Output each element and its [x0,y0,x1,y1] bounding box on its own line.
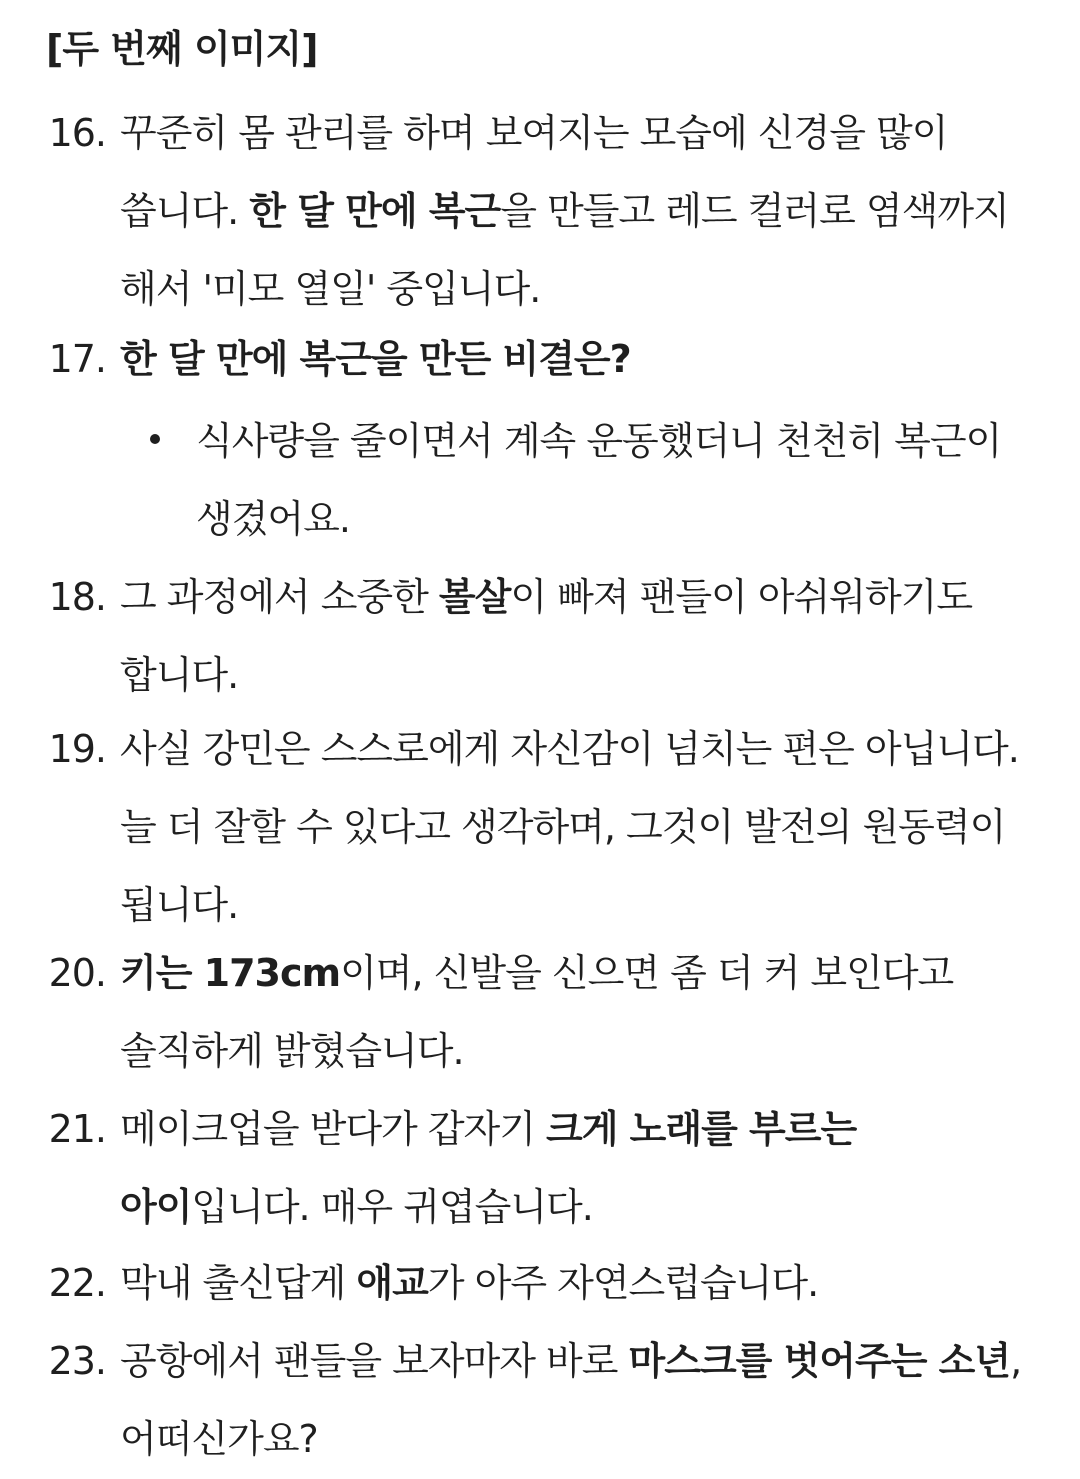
text-run: 이며, 신발을 신으면 좀 더 커 보인다고 [340,951,954,995]
item-text [120,1090,1030,1246]
text-line [120,1012,1030,1090]
item-number: 18. [48,575,106,619]
item-number: 17. [48,337,106,381]
item-number: 21. [48,1107,106,1151]
bold-text: 크게 노래를 부르는 [546,1107,857,1151]
text-run: 꾸준히 몸 관리를 하며 보여지는 모습에 신경을 많이 [120,111,948,155]
item-text [120,558,1030,714]
bold-text: 키는 173cm [120,951,341,995]
section-heading: [두 번째 이미지] [46,27,318,71]
text-line [120,250,1030,328]
item-text [120,710,1030,944]
text-run: 됩니다. [120,883,239,927]
item-number: 23. [48,1339,106,1383]
bold-text: 한 달 만에 복근을 만든 비결은? [120,337,631,381]
item-text [120,934,1030,1090]
text-run: 솔직하게 밝혔습니다. [120,1029,464,1073]
text-run: 늘 더 잘할 수 있다고 생각하며, 그것이 발전의 원동력이 [120,805,1006,849]
text-run: 이 빠져 팬들이 아쉬워하기도 [510,575,973,619]
item-number: 20. [48,951,106,995]
item-number: 16. [48,111,106,155]
text-line [120,1244,1030,1322]
text-run: 식사량을 줄이면서 계속 운동했더니 천천히 복근이 [196,419,1002,463]
text-line [120,934,1030,1012]
text-line [120,1400,1030,1478]
text-line [196,402,1056,480]
text-run: 가 아주 자연스럽습니다. [427,1261,819,1305]
text-line [120,636,1030,714]
text-line [120,320,1030,398]
item-text [120,1244,1030,1322]
text-run: 을 만들고 레드 컬러로 염색까지 [500,189,1009,233]
text-line [120,788,1030,866]
bullet-text [196,402,1056,558]
text-line [120,1322,1030,1400]
text-run: 합니다. [120,653,239,697]
text-line [120,1090,1030,1168]
text-run: 입니다. 매우 귀엽습니다. [191,1185,593,1229]
item-number: 19. [48,727,106,771]
item-text [120,320,1030,398]
bold-text: 볼살 [438,575,511,619]
text-line [196,480,1056,558]
item-text [120,1322,1030,1478]
text-line [120,866,1030,944]
bullet-dot [150,434,160,444]
item-text [120,94,1030,328]
text-line [120,558,1030,636]
text-run: , [1010,1339,1022,1383]
text-line [120,710,1030,788]
text-run: 그 과정에서 소중한 [120,575,439,619]
bold-text: 마스크를 벗어주는 소년 [628,1339,1011,1383]
text-run: 어떠신가요? [120,1417,318,1461]
bold-text: 한 달 만에 복근 [249,189,501,233]
text-run: 사실 강민은 스스로에게 자신감이 넘치는 편은 아닙니다. [120,727,1019,771]
text-run: 공항에서 팬들을 보자마자 바로 [120,1339,629,1383]
text-run: 막내 출신답게 [120,1261,357,1305]
text-run: 해서 '미모 열일' 중입니다. [120,267,541,311]
bold-text: 아이 [120,1185,192,1229]
text-line [120,94,1030,172]
item-number: 22. [48,1261,106,1305]
text-run: 메이크업을 받다가 갑자기 [120,1107,547,1151]
text-run: 생겼어요. [196,497,350,541]
bold-text: 애교 [356,1261,428,1305]
text-line [120,172,1030,250]
text-line [120,1168,1030,1246]
text-run: 씁니다. [120,189,250,233]
